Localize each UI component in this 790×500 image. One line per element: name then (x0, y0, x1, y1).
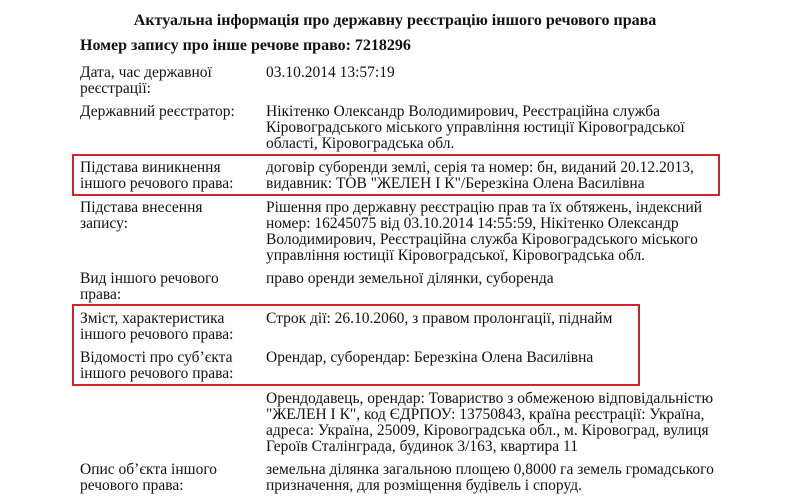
value-line: області, Кіровоградська обл. (266, 135, 455, 152)
field-value (266, 65, 736, 81)
value-line: Володимирович, Реєстраційна служба Кіровоградського міського (266, 231, 698, 248)
value-line: Орендар, суборендар: Березкіна Олена Василівна (266, 349, 594, 366)
label-line: Вид іншого речового (80, 270, 219, 287)
field-label (80, 104, 260, 120)
label-line: Відомості про суб’єкта (80, 349, 233, 366)
field-value (266, 391, 736, 455)
label-line: реєстрації: (80, 80, 151, 97)
field-value (266, 350, 736, 366)
label-line: Державний реєстратор: (80, 103, 235, 120)
field-value (266, 271, 736, 287)
field-value (266, 462, 736, 494)
field-label (80, 462, 260, 494)
value-line: Кіровоградського міського управління юстиції Кіровоградської (266, 119, 685, 136)
value-line: Нікітенко Олександр Володимирович, Реєстраційна служба (266, 103, 661, 120)
value-line: управління юстиції Кіровоградської, Кіровоградська обл. (266, 247, 646, 264)
field-label (80, 65, 260, 97)
record-number-label: Номер запису про інше речове право: (80, 37, 351, 54)
label-line: іншого речового права: (80, 175, 234, 192)
label-line: Підстава внесення (80, 199, 203, 216)
value-line: 03.10.2014 13:57:19 (266, 64, 395, 81)
value-line: Рішення про державну реєстрацію прав та їх обтяжень, індексний (266, 199, 703, 216)
field-value (266, 104, 736, 152)
value-line: право оренди земельної ділянки, суборенда (266, 270, 554, 287)
value-line: видавник: ТОВ "ЖЕЛЕН І К"/Березкіна Олена Василівна (266, 175, 645, 192)
label-line: іншого речового права: (80, 365, 234, 382)
value-line: номер: 16245075 від 03.10.2014 14:55:59, Нікітенко Олександр (266, 215, 679, 232)
value-line: Строк дії: 26.10.2060, з правом пролонгації, піднайм (266, 310, 613, 327)
record-number-value: 7218296 (354, 37, 411, 54)
label-line: Опис об’єкта іншого (80, 461, 218, 478)
label-line: запису: (80, 215, 128, 232)
field-value (266, 200, 736, 264)
label-line: Зміст, характеристика (80, 310, 225, 327)
label-line: речового права: (80, 477, 184, 494)
value-line: призначення, для розміщення будівель і споруд. (266, 477, 582, 494)
label-line: Дата, час державної (80, 64, 212, 81)
field-label (80, 271, 260, 303)
value-line: адреса: Україна, 25009, Кіровоградська обл., м. Кіровоград, вулиця (266, 422, 709, 439)
document-title: Актуальна інформація про державну реєстрацію іншого речового права (133, 12, 657, 29)
field-label (80, 200, 260, 232)
value-line: договір суборенди землі, серія та номер: бн, виданий 20.12.2013, (266, 159, 694, 176)
field-label (80, 311, 260, 343)
field-value (266, 160, 736, 192)
value-line: "ЖЕЛЕН І К", код ЄДРПОУ: 13750843, країна реєстрації: Україна, (266, 406, 705, 423)
field-label (80, 160, 260, 192)
record-number-line (80, 38, 411, 54)
label-line: права: (80, 286, 122, 303)
value-line: земельна ділянка загальною площею 0,8000 га земель громадського (266, 461, 714, 478)
label-line: Підстава виникнення (80, 159, 221, 176)
field-label (80, 350, 260, 382)
label-line: іншого речового права: (80, 326, 234, 343)
value-line: Героїв Сталінграда, будинок 3/163, квартира 11 (266, 438, 578, 455)
field-value (266, 311, 736, 327)
value-line: Орендодавець, орендар: Товариство з обмеженою відповідальністю (266, 390, 714, 407)
